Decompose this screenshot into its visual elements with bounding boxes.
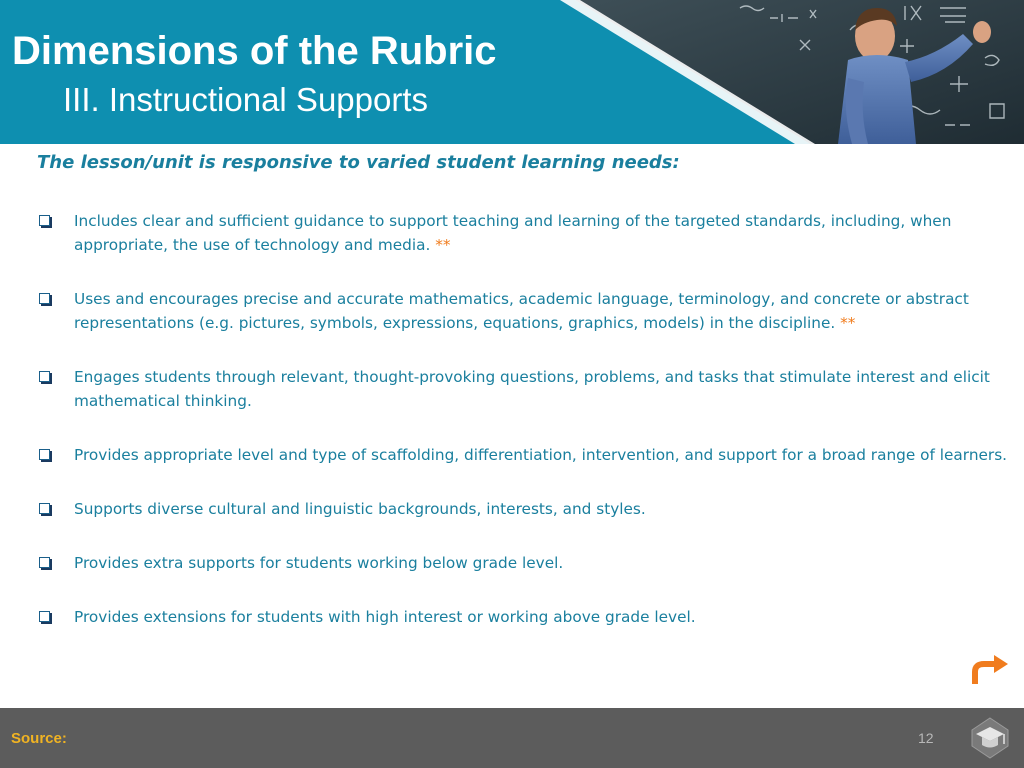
criterion-item (37, 443, 1012, 467)
criterion-text: Uses and encourages precise and accurate mathematics, academic language, terminology, and concrete or abstract representations (e.g. pictures, symbols, expressions, equations, graphics, models) in the discipline. (74, 290, 969, 332)
checkbox-icon (39, 503, 50, 514)
graduation-cap-logo-icon (968, 716, 1012, 760)
slide-header (0, 0, 1024, 144)
checkbox-icon (39, 449, 50, 460)
checkbox-icon (39, 371, 50, 382)
checkbox-icon (39, 293, 50, 304)
criterion-text: Includes clear and sufficient guidance to support teaching and learning of the targeted standards, including, when appropriate, the use of technology and media. (74, 212, 952, 254)
criterion-item (37, 209, 1012, 257)
slide-footer (0, 708, 1024, 768)
checkbox-icon (39, 215, 50, 226)
criterion-text: Engages students through relevant, thought-provoking questions, problems, and tasks that stimulate interest and elicit mathematical thinking. (74, 368, 990, 410)
slide-subtitle: III. Instructional Supports (63, 81, 429, 118)
criterion-text: Provides appropriate level and type of scaffolding, differentiation, intervention, and support for a broad range of learners. (74, 446, 1008, 464)
checkbox-icon (39, 557, 50, 568)
criteria-list (37, 209, 1012, 659)
priority-marker: ** (430, 236, 451, 254)
criterion-item (37, 287, 1012, 335)
criterion-item (37, 551, 1012, 575)
criterion-text: Supports diverse cultural and linguistic backgrounds, interests, and styles. (74, 500, 646, 518)
priority-marker: ** (835, 314, 856, 332)
source-label: Source: (11, 730, 67, 747)
criterion-text: Provides extensions for students with high interest or working above grade level. (74, 608, 696, 626)
section-intro: The lesson/unit is responsive to varied student learning needs: (37, 152, 680, 173)
slide-title: Dimensions of the Rubric (12, 29, 497, 73)
criterion-item (37, 605, 1012, 629)
criterion-text: Provides extra supports for students working below grade level. (74, 554, 564, 572)
criterion-item (37, 497, 1012, 521)
page-number: 12 (918, 730, 934, 746)
checkbox-icon (39, 611, 50, 622)
curved-arrow-icon[interactable] (966, 652, 1010, 686)
criterion-item (37, 365, 1012, 413)
